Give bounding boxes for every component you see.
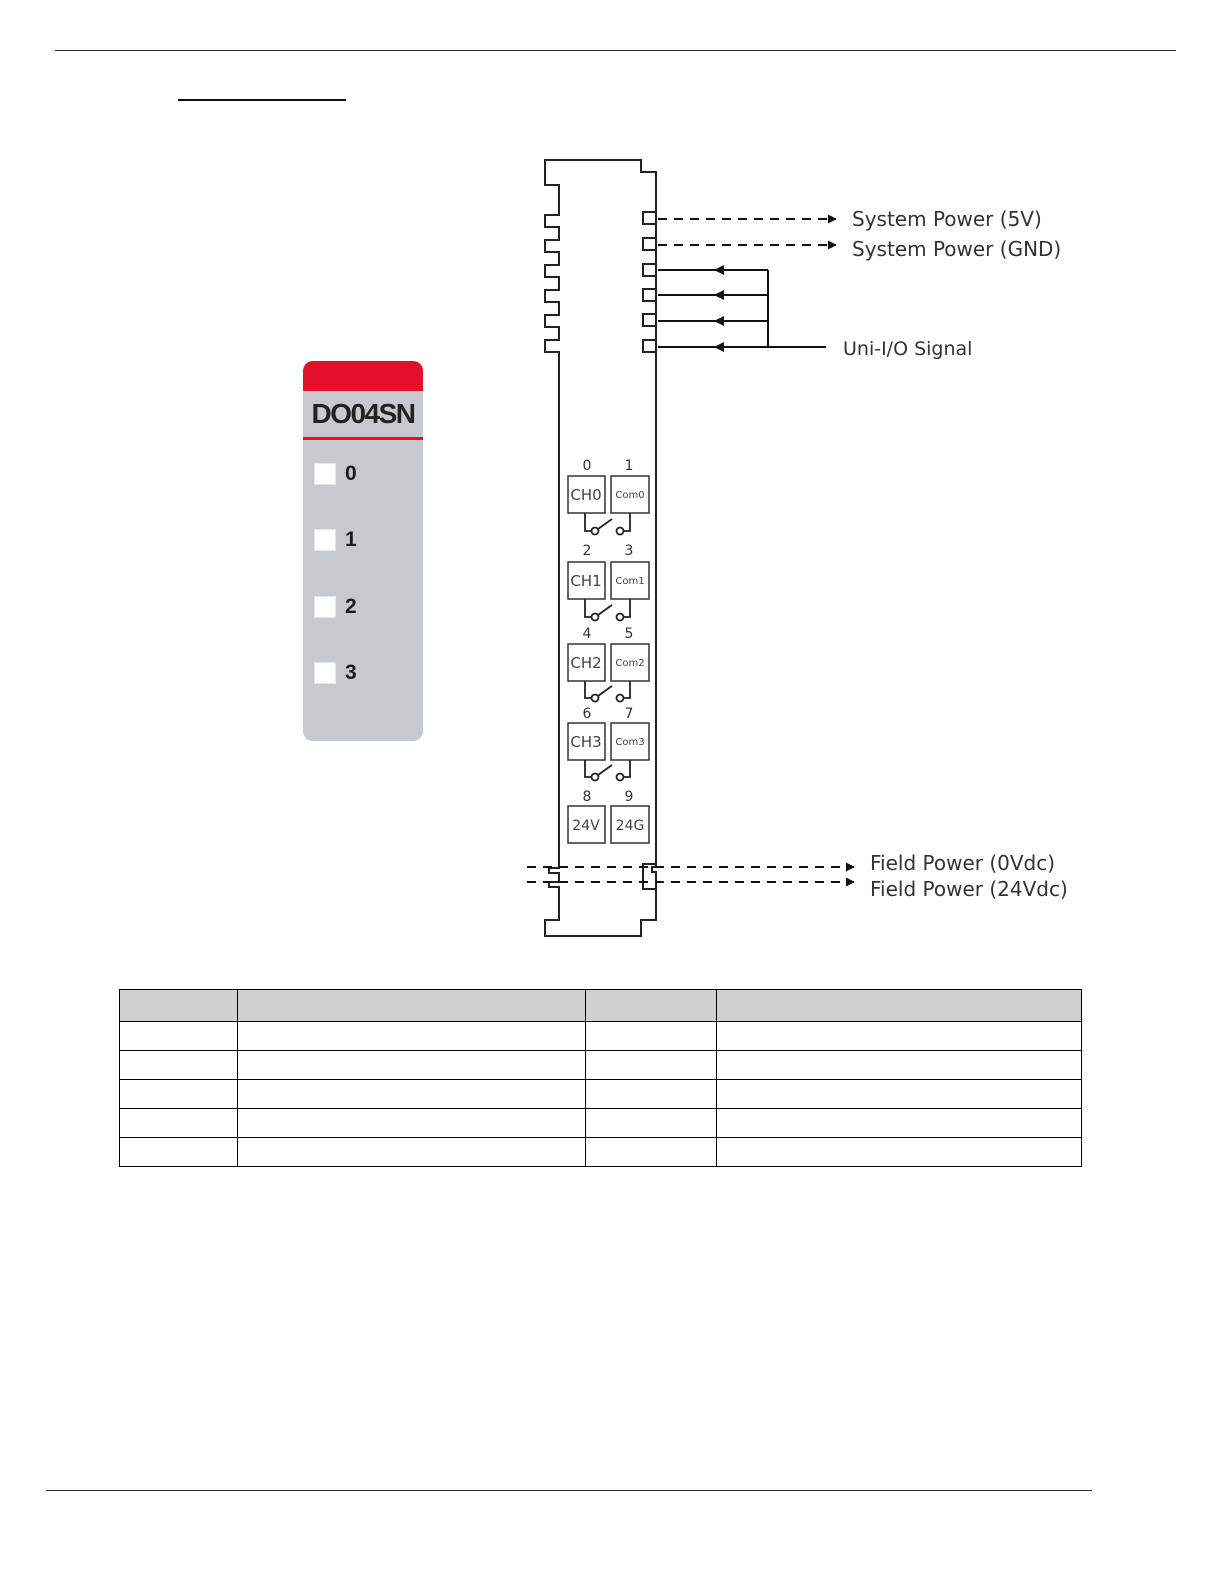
terminal-label: Com2: [615, 658, 645, 669]
label-system-power-5v: System Power (5V): [852, 207, 1042, 231]
led-label: 2: [345, 595, 357, 618]
label-system-power-gnd: System Power (GND): [852, 237, 1062, 261]
label-uni-io-signal: Uni-I/O Signal: [843, 338, 973, 360]
terminal-number: 7: [624, 706, 634, 722]
table-row: [120, 1051, 1082, 1080]
terminal-label: 24G: [615, 818, 645, 834]
terminal-number: 2: [582, 543, 592, 559]
terminal-number: 5: [624, 626, 634, 642]
spec-table: [119, 989, 1082, 1167]
module-name: DO04SN: [311, 398, 415, 429]
terminal-number: 1: [624, 458, 634, 474]
uni-io-signal-lines: [658, 265, 826, 352]
terminal-number: 4: [582, 626, 592, 642]
table-row: [120, 1022, 1082, 1051]
terminal-label: Com0: [615, 490, 645, 501]
terminal-number: 0: [582, 458, 592, 474]
terminal-number: 8: [582, 789, 592, 805]
terminal-label: Com3: [615, 737, 645, 748]
table-row: [120, 1080, 1082, 1109]
terminal-label: CH2: [570, 654, 602, 672]
terminal-number: 3: [624, 543, 634, 559]
table-header-row: [120, 990, 1082, 1022]
terminal-label: 24V: [572, 818, 600, 834]
terminal-label: CH3: [570, 733, 602, 751]
terminal-number: 6: [582, 706, 592, 722]
led-label: 0: [345, 462, 357, 485]
terminal-label: CH1: [570, 572, 602, 590]
table-row: [120, 1109, 1082, 1138]
terminal-label: Com1: [615, 576, 645, 587]
terminal-number: 9: [624, 789, 634, 805]
contact-notches: [643, 212, 656, 889]
table-row: [120, 1138, 1082, 1167]
led-label: 3: [345, 661, 357, 684]
led-label: 1: [345, 528, 357, 551]
label-field-power-24v: Field Power (24Vdc): [870, 877, 1068, 901]
footer-rule: [46, 1490, 1092, 1491]
label-field-power-0v: Field Power (0Vdc): [870, 851, 1056, 875]
terminal-label: CH0: [570, 486, 602, 504]
